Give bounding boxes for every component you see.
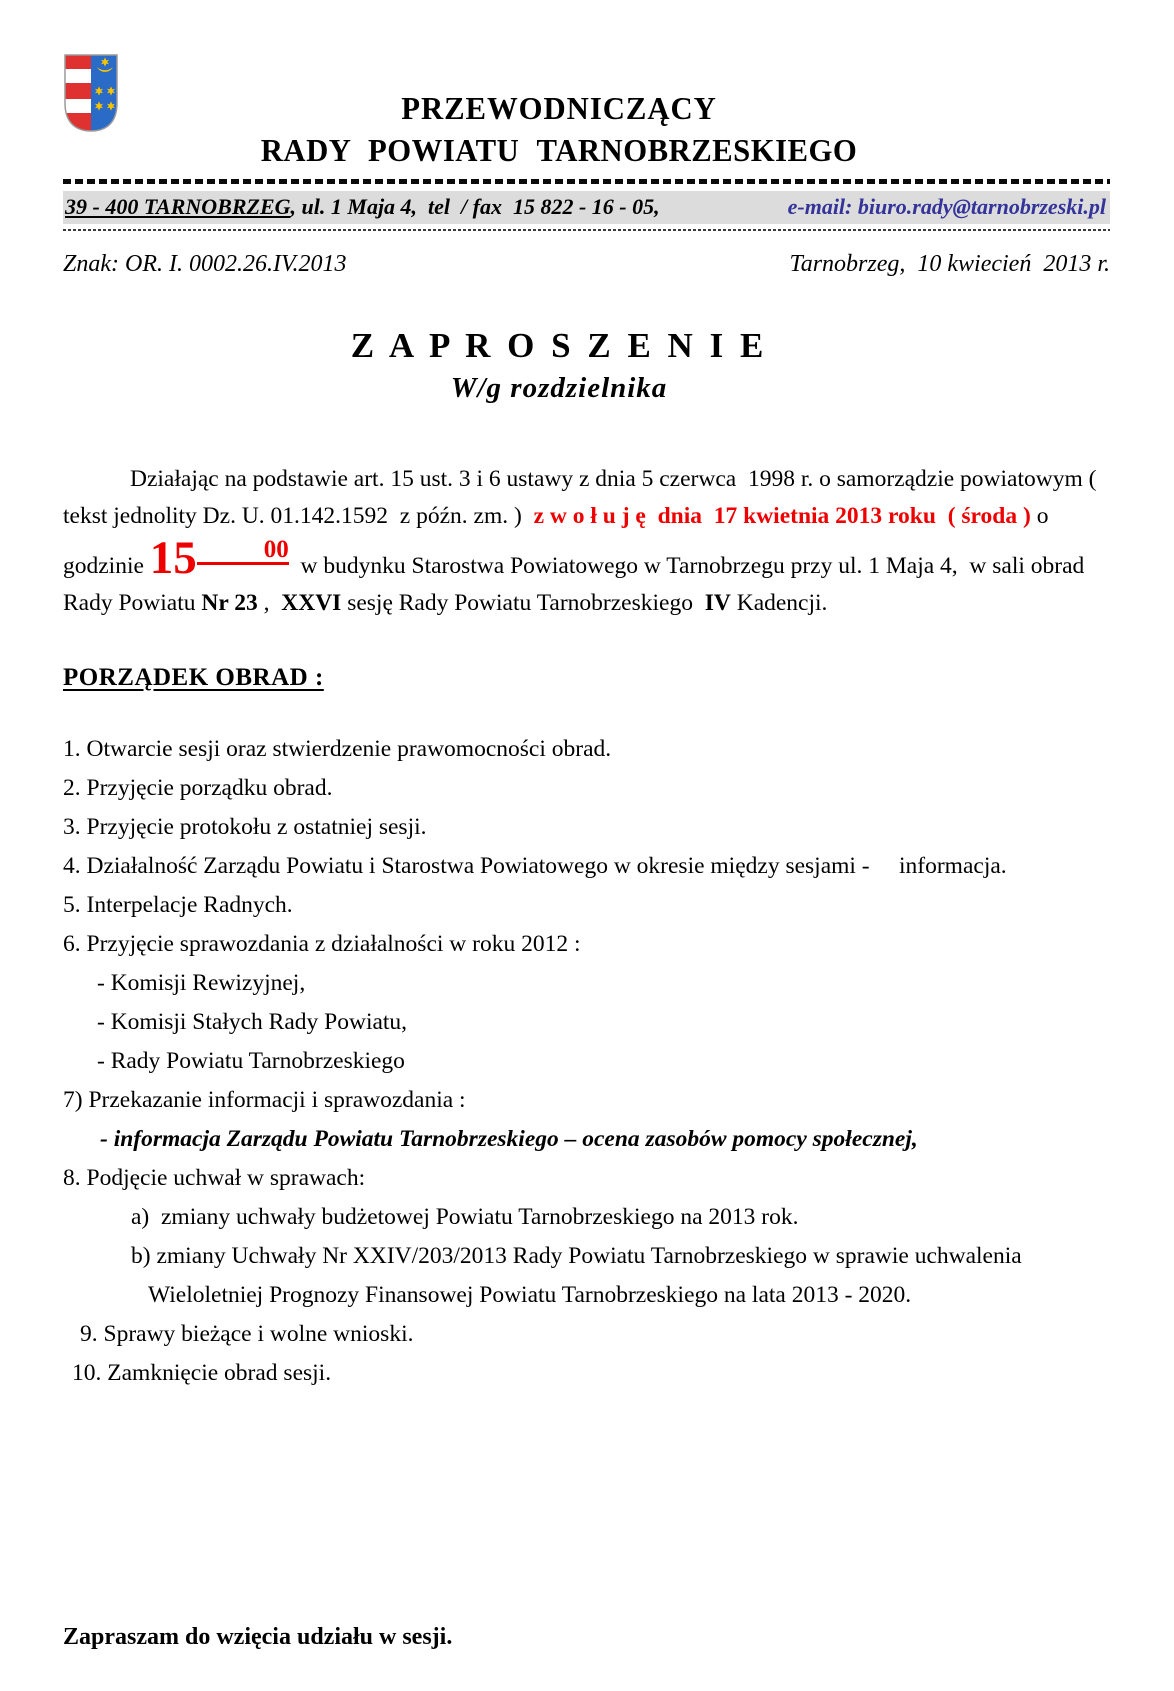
address-bar [63,191,1110,224]
intro-paragraph [63,461,1110,622]
agenda-item: 7) Przekazanie informacji i sprawozdania : [63,1087,466,1113]
agenda-item: - Komisji Rewizyjnej, [97,970,306,996]
closing-sentence: Zapraszam do wzięcia udziału w sesji. [63,1624,453,1650]
agenda-item: 2. Przyjęcie porządku obrad. [63,775,333,801]
email-address: e-mail: biuro.rady@tarnobrzeski.pl [787,194,1106,219]
agenda-item: 9. Sprawy bieżące i wolne wnioski. [80,1321,414,1347]
agenda-heading: PORZĄDEK OBRAD : [63,664,324,691]
agenda-item: - informacja Zarządu Powiatu Tarnobrzeskiego – ocena zasobów pomocy społecznej, [100,1126,918,1152]
agenda-list [63,736,1110,1386]
agenda-item: 10. Zamknięcie obrad sesji. [72,1360,332,1386]
document-subtitle: W/g rozdzielnika [450,372,668,404]
document-title: Z A P R O S Z E N I E [350,326,768,365]
place-and-date: Tarnobrzeg, 10 kwiecień 2013 r. [789,251,1110,277]
agenda-item: - Rady Powiatu Tarnobrzeskiego [97,1048,405,1074]
agenda-item: - Komisji Stałych Rady Powiatu, [97,1009,408,1035]
address-city: 39 - 400 TARNOBRZEG [65,194,291,219]
title-block [63,326,1110,405]
intro-run: XXVI [281,590,342,616]
agenda-item: 1. Otwarcie sesji oraz stwierdzenie prawomocności obrad. [63,736,612,762]
intro-run: Działając na podstawie art. 15 ust. 3 i 6 ustawy z dnia 5 czerwca 1998 r. o samorządzie powiatowym ( tekst jednolity Dz. U. 01.142.1592 z późn. zm. ) [63,466,1103,529]
letterhead-title-line1: PRZEWODNICZĄCY [401,90,717,126]
intro-run: Nr 23 [201,590,258,616]
agenda-item: 4. Działalność Zarządu Powiatu i Starostwa Powiatowego w okresie między sesjami - informacja. [63,853,1007,879]
agenda-item: a) zmiany uchwały budżetowej Powiatu Tarnobrzeskiego na 2013 rok. [131,1204,799,1230]
letterhead-title-line2: RADY POWIATU TARNOBRZESKIEGO [260,132,858,168]
agenda-item: 5. Interpelacje Radnych. [63,892,293,918]
divider-thick-dashed [63,179,1110,184]
intro-run: , [257,590,282,616]
agenda-item: Wieloletniej Prognozy Finansowej Powiatu Tarnobrzeskiego na lata 2013 - 2020. [148,1282,912,1308]
divider-thin-dashed [63,229,1110,231]
intro-run: sesję Rady Powiatu Tarnobrzeskiego [341,590,705,616]
reference-number: Znak: OR. I. 0002.26.IV.2013 [63,251,347,277]
intro-run: IV [704,590,731,616]
agenda-item: b) zmiany Uchwały Nr XXIV/203/2013 Rady Powiatu Tarnobrzeskiego w sprawie uchwalenia [131,1243,1022,1269]
address-rest: , ul. 1 Maja 4, tel / fax 15 822 - 16 - 05, [290,194,660,219]
intro-run: 15 [149,532,197,584]
meta-row [63,251,1110,278]
agenda-item: 6. Przyjęcie sprawozdania z działalności w roku 2012 : [63,931,581,957]
agenda-item: 3. Przyjęcie protokołu z ostatniej sesji. [63,814,427,840]
address-text [65,194,660,220]
letterhead [63,88,1110,172]
intro-run: Kadencji. [730,590,828,616]
intro-run: 00 [197,537,289,565]
intro-run: w budynku Starostwa Powiatowego w Tarnobrzegu przy ul. 1 Maja 4, w sali obrad Rady Powiatu [63,553,1091,616]
intro-run: z w o ł u j ę dnia 17 kwietnia 2013 roku ( środa ) [533,503,1031,529]
agenda-item: 8. Podjęcie uchwał w sprawach: [63,1165,366,1191]
intro-run: o godzinie [63,503,1055,579]
